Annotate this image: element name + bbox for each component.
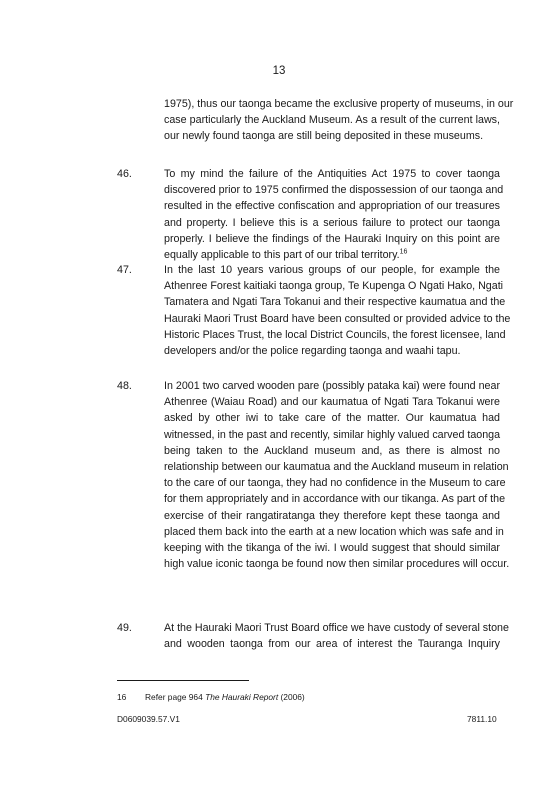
paragraph-line: developers and/or the police regarding taonga and waahi tapu. — [164, 345, 461, 358]
document-id: D0609039.57.V1 — [117, 714, 180, 724]
paragraph-line: properly. I believe the findings of the Hauraki Inquiry on this point are — [164, 232, 500, 245]
paragraph-line: case particularly the Auckland Museum. As a result of the current laws, — [164, 114, 500, 127]
footnote-text: Refer page 964 — [145, 692, 206, 702]
paragraph-line: Tamatera and Ngati Tara Tokanui and their respective kaumatua and the — [164, 296, 506, 309]
paragraph-49 — [164, 620, 509, 652]
paragraph-line: discovered prior to 1975 confirmed the dispossession of our taonga and — [164, 184, 504, 197]
paragraph-line: our newly found taonga are still being deposited in these museums. — [164, 130, 484, 143]
paragraph-line: and wooden taonga from our area of interest the Tauranga Inquiry — [164, 638, 500, 651]
paragraph-number-49: 49. — [117, 622, 132, 634]
paragraph-line: resulted in the effective confiscation and appropriation of our treasures — [164, 200, 500, 213]
paragraph-line: placed them back into the earth at a new location which was safe and in — [164, 525, 504, 538]
paragraph-line: Athenree Forest kaitiaki taonga group, Te Kupenga O Ngati Hako, Ngati — [164, 280, 504, 293]
paragraph-line: to the care of our taonga, they had no confidence in the Museum to care — [164, 477, 506, 490]
paragraph-line: being taken to the Auckland museum and, as there is almost no — [164, 444, 500, 457]
paragraph-line: Historic Places Trust, the local District Councils, the forest licensee, land — [164, 328, 506, 341]
footnote-reference[interactable]: 16 — [399, 248, 408, 256]
paragraph-line: relationship between our kaumatua and the Auckland museum in relation — [164, 461, 509, 474]
paragraph-46 — [164, 166, 504, 263]
paragraph-line: keeping with the tikanga of the iwi. I would suggest that should similar — [164, 542, 500, 555]
paragraph-line: exercise of their rangatiratanga they therefore kept these taonga and — [164, 509, 500, 522]
continuation-paragraph — [164, 96, 514, 145]
footnote-mark: 16 — [117, 692, 127, 702]
paragraph-47 — [164, 262, 511, 359]
paragraph-line: and property. I believe this is a serious failure to protect our taonga — [164, 216, 500, 229]
paragraph-line: high value iconic taonga be found now then similar procedures will occur. — [164, 558, 510, 571]
paragraph-number-47: 47. — [117, 264, 132, 276]
paragraph-line: for them appropriately and in accordance with our tikanga. As part of the — [164, 493, 506, 506]
paragraph-line: In 2001 two carved wooden pare (possibly pataka kai) were found near — [164, 380, 500, 392]
paragraph-line-text: equally applicable to this part of our tribal territory. — [164, 249, 400, 262]
paragraph-line: witnessed, in the past and recently, similar highly valued carved taonga — [164, 428, 501, 441]
paragraph-number-48: 48. — [117, 380, 132, 392]
paragraph-line: In the last 10 years various groups of our people, for example the — [164, 264, 500, 276]
paragraph-line: 1975), thus our taonga became the exclusive property of museums, in our — [164, 98, 514, 110]
paragraph-line: asked by other iwi to take care of the matter. Our kaumatua had — [164, 412, 500, 425]
paragraph-number-46: 46. — [117, 168, 132, 180]
footnote-divider — [117, 680, 249, 681]
paragraph-line: To my mind the failure of the Antiquities Act 1975 to cover taonga — [164, 168, 500, 180]
footnote — [117, 692, 305, 703]
paragraph-line: At the Hauraki Maori Trust Board office we have custody of several stone — [164, 622, 509, 634]
document-reference: 7811.10 — [467, 714, 497, 724]
paragraph-line-with-footnote — [164, 247, 500, 263]
footnote-suffix: (2006) — [278, 692, 305, 702]
footnote-title: The Hauraki Report — [205, 692, 279, 702]
paragraph-48 — [164, 378, 510, 572]
paragraph-line: Athenree (Waiau Road) and our kaumatua of Ngati Tara Tokanui were — [164, 396, 500, 409]
page-number: 13 — [272, 65, 286, 77]
paragraph-line: Hauraki Maori Trust Board have been consulted or provided advice to the — [164, 312, 511, 325]
